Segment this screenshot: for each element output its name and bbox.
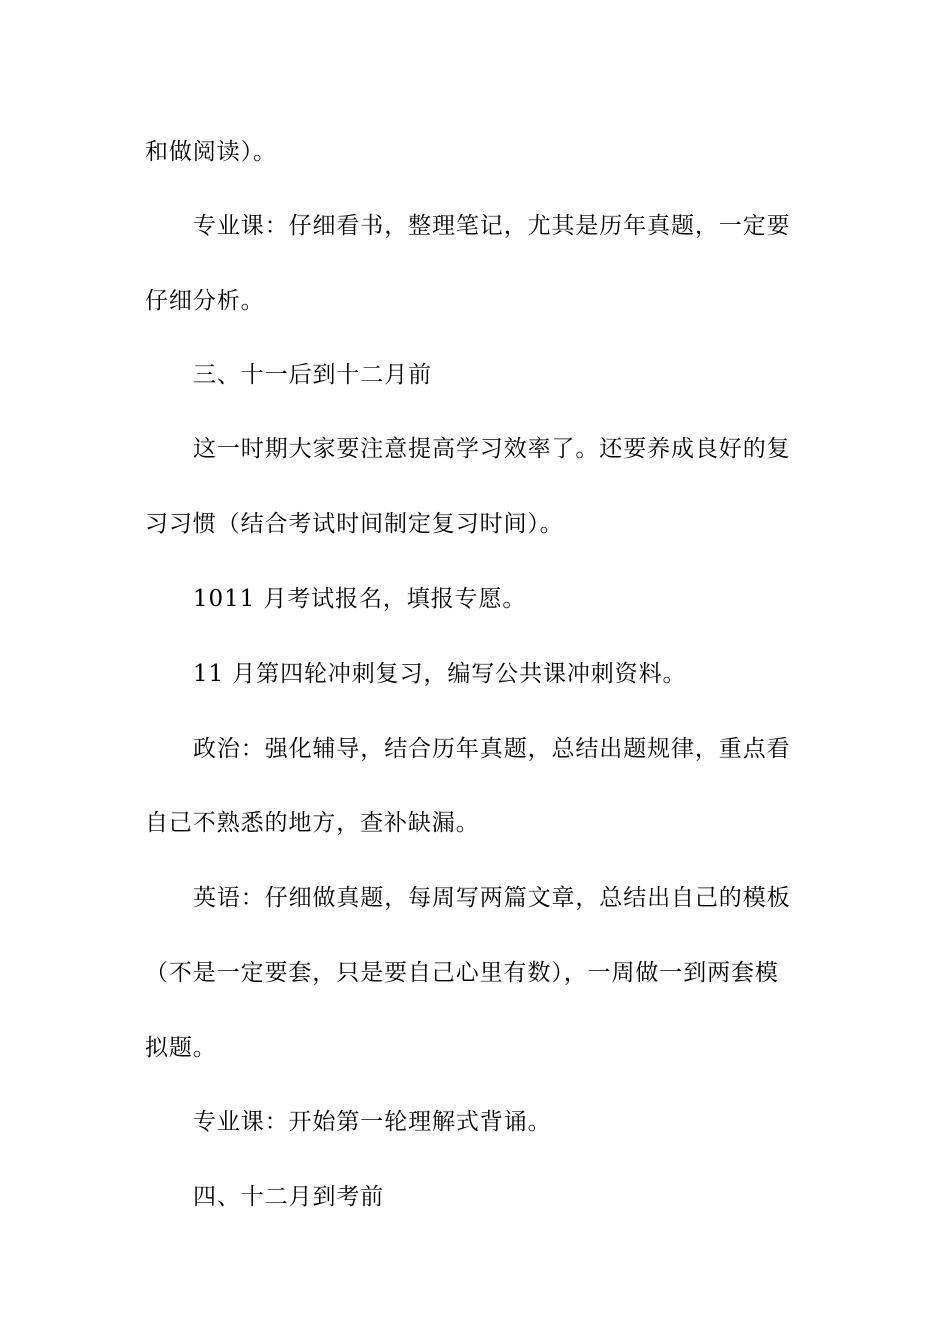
text-line-specialty-course-cont: 仔细分析。: [145, 288, 265, 314]
text-line-english: 英语：仔细做真题，每周写两篇文章，总结出自己的模板: [193, 885, 791, 911]
section-heading-three: 三、十一后到十二月前: [193, 362, 432, 388]
section-heading-four: 四、十二月到考前: [193, 1184, 385, 1210]
text-line-specialty-recitation: 专业课：开始第一轮理解式背诵。: [193, 1109, 552, 1135]
text-line-politics-cont: 自己不熟悉的地方，查补缺漏。: [145, 810, 480, 836]
text-line-continuation-reading: 和做阅读）。: [145, 139, 277, 165]
text-line-politics: 政治：强化辅导，结合历年真题，总结出题规律，重点看: [193, 736, 791, 762]
text-line-fourth-round: 11 月第四轮冲刺复习，编写公共课冲刺资料。: [193, 661, 687, 687]
text-line-english-cont: （不是一定要套，只是要自己心里有数），一周做一到两套模: [145, 960, 779, 986]
text-line-efficiency-cont: 习习惯（结合考试时间制定复习时间）。: [145, 511, 564, 537]
text-line-efficiency: 这一时期大家要注意提高学习效率了。还要养成良好的复: [193, 436, 791, 462]
text-line-specialty-course: 专业课：仔细看书，整理笔记，尤其是历年真题，一定要: [193, 213, 791, 239]
text-line-english-end: 拟题。: [145, 1035, 217, 1061]
text-line-registration: 1011 月考试报名，填报专愿。: [193, 586, 527, 612]
